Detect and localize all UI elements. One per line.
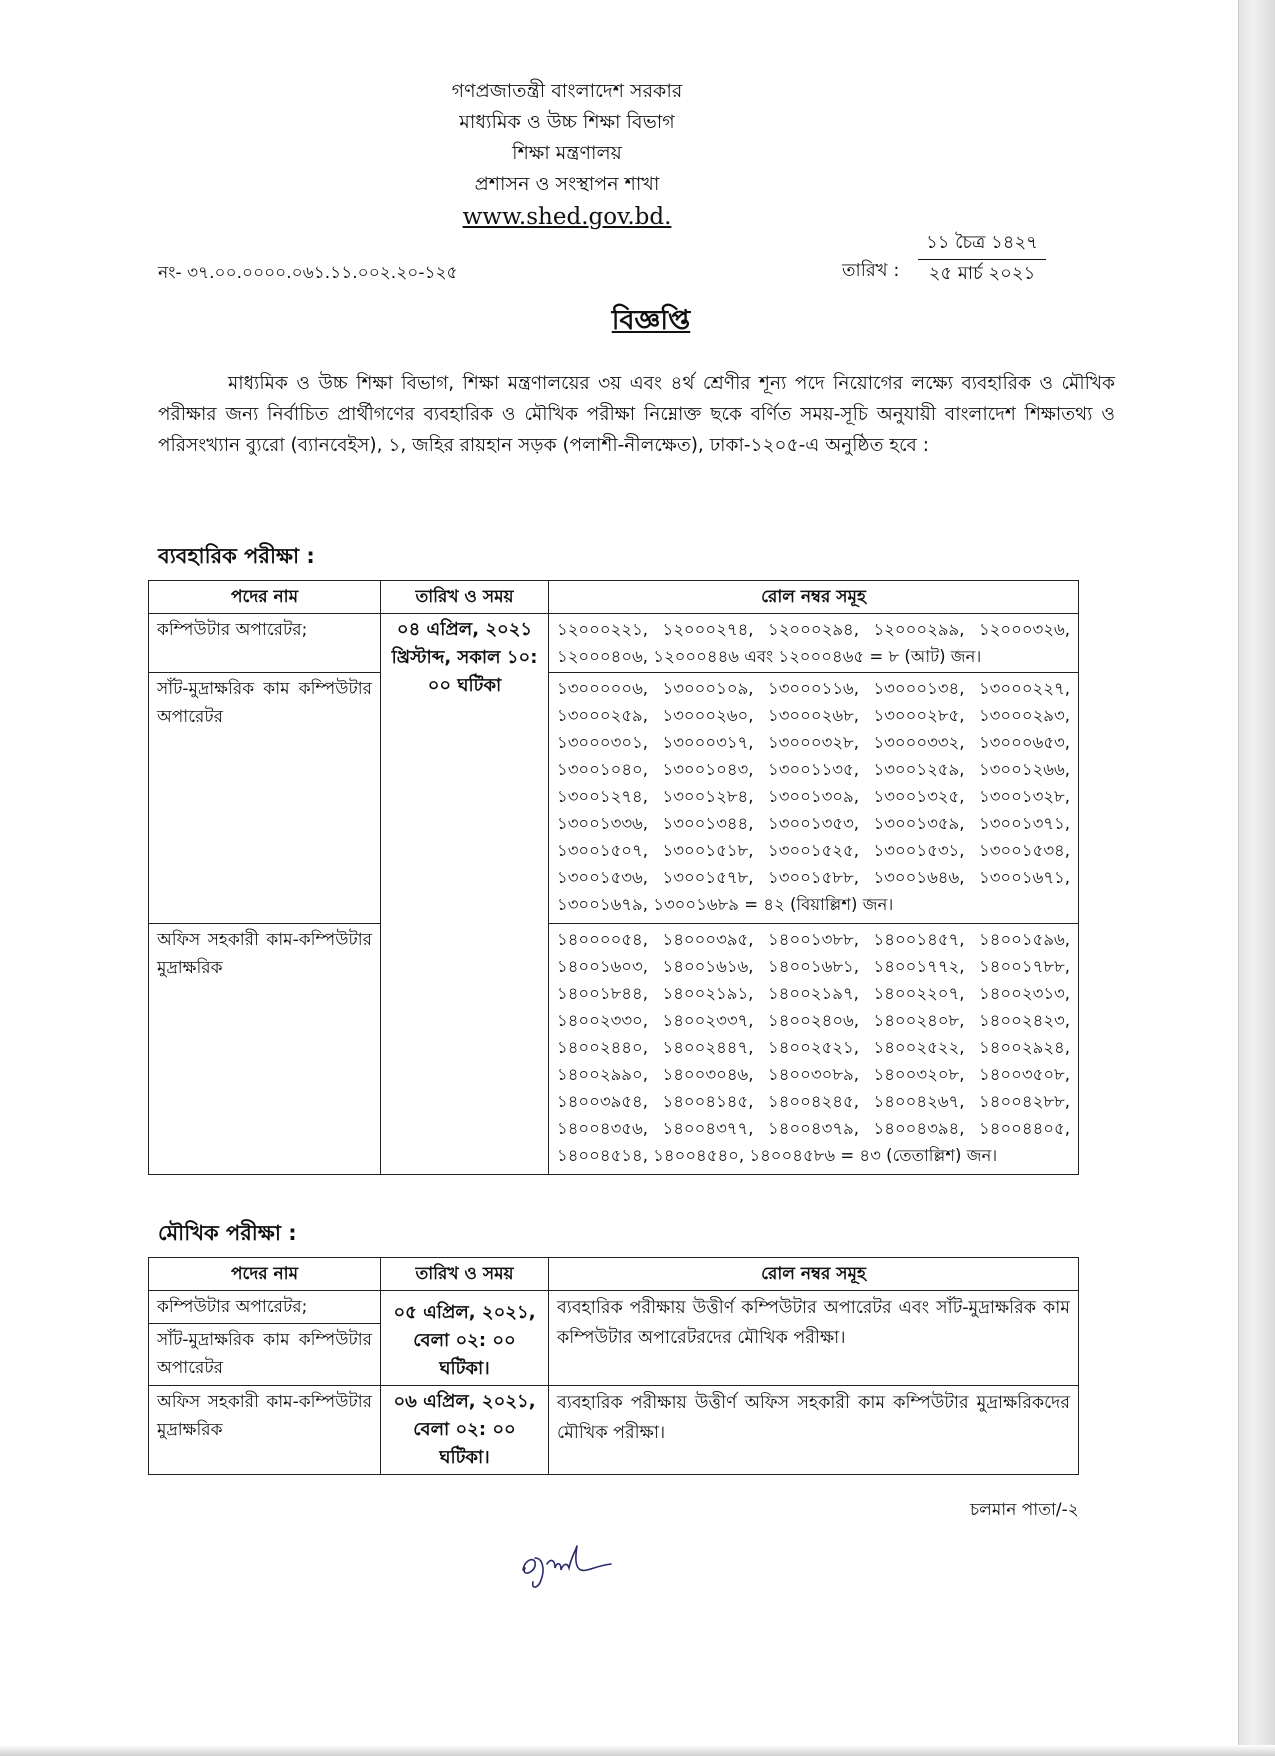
viva-datetime-1: ০৫ এপ্রিল, ২০২১, বেলা ০২: ০০ ঘটিকা।: [381, 1291, 549, 1386]
practical-exam-table: [148, 580, 1079, 1175]
practical-datetime: ০৪ এপ্রিল, ২০২১ খ্রিস্টাব্দ, সকাল ১০: ০০ ঘটিকা: [381, 614, 549, 1175]
viva-post-computer-operator: কম্পিউটার অপারেটর;: [149, 1291, 381, 1324]
post-office-assistant: অফিস সহকারী কাম-কম্পিউটার মুদ্রাক্ষরিক: [149, 924, 381, 1175]
scan-page-edge: [1238, 0, 1275, 1756]
table-row: [149, 1386, 1079, 1475]
viva-exam-title: মৌখিক পরীক্ষা :: [158, 1221, 297, 1245]
table-row: [149, 673, 1079, 924]
viva-exam-table: [148, 1257, 1079, 1475]
letterhead: [0, 76, 1134, 234]
continued-page-note: চলমান পাতা/-২: [970, 1500, 1079, 1520]
header-roll-numbers: রোল নম্বর সমূহ: [549, 1258, 1079, 1291]
header-date-time: তারিখ ও সময়: [381, 581, 549, 614]
viva-description-2: ব্যবহারিক পরীক্ষায় উত্তীর্ণ অফিস সহকারী কাম কম্পিউটার মুদ্রাক্ষরিকদের মৌখিক পরীক্ষা।: [549, 1386, 1079, 1475]
viva-post-office-assistant: অফিস সহকারী কাম-কম্পিউটার মুদ্রাক্ষরিক: [149, 1386, 381, 1475]
viva-post-steno-typist: সাঁট-মুদ্রাক্ষরিক কাম কম্পিউটার অপারেটর: [149, 1324, 381, 1386]
date-fraction: [918, 230, 1046, 288]
govt-name: গণপ্রজাতন্ত্রী বাংলাদেশ সরকার: [451, 80, 683, 102]
branch-name: প্রশাসন ও সংস্থাপন শাখা: [474, 173, 660, 195]
rolls-computer-operator: ১২০০০২২১, ১২০০০২৭৪, ১২০০০২৯৪, ১২০০০২৯৯, ১২০০০৩২৬, ১২০০০৪০৬, ১২০০০৪৪৬ এবং ১২০০০৪৬৫ = ৮ (আট) জন।: [549, 614, 1079, 673]
viva-datetime-2: ০৬ এপ্রিল, ২০২১, বেলা ০২: ০০ ঘটিকা।: [381, 1386, 549, 1475]
viva-description-1: ব্যবহারিক পরীক্ষায় উত্তীর্ণ কম্পিউটার অপারেটর এবং সাঁট-মুদ্রাক্ষরিক কাম কম্পিউটার অপারেটরদের মৌখিক পরীক্ষা।: [549, 1291, 1079, 1386]
practical-exam-title: ব্যবহারিক পরীক্ষা :: [158, 544, 315, 568]
signature-scribble: [515, 1528, 635, 1608]
post-steno-typist: সাঁট-মুদ্রাক্ষরিক কাম কম্পিউটার অপারেটর: [149, 673, 381, 924]
division-name: মাধ্যমিক ও উচ্চ শিক্ষা বিভাগ: [459, 111, 675, 133]
table-row: [149, 1291, 1079, 1324]
table-row: [149, 614, 1079, 673]
table-header-row: [149, 1258, 1079, 1291]
notice-title: বিজ্ঞপ্তি: [611, 305, 691, 336]
header-post-name: পদের নাম: [149, 1258, 381, 1291]
signature: [515, 1528, 635, 1612]
header-roll-numbers: রোল নম্বর সমূহ: [549, 581, 1079, 614]
date-english: ২৫ মার্চ ২০২১: [928, 263, 1036, 284]
date-label: তারিখ :: [842, 260, 900, 281]
date-bangla: ১১ চৈত্র ১৪২৭: [918, 230, 1046, 260]
rolls-office-assistant: ১৪০০০০৫৪, ১৪০০০৩৯৫, ১৪০০১৩৮৮, ১৪০০১৪৫৭, ১৪০০১৫৯৬, ১৪০০১৬০৩, ১৪০০১৬১৬, ১৪০০১৬৮১, ১৪০০১৭৭২, ১৪০০১৭৮৮, ১৪০০১৮৪৪, ১৪০০২১৯১, ১৪০০২১৯৭, ১৪০০২২০৭, ১৪০০২৩১৩, ১৪০০২৩৩০, ১৪০০২৩৩৭, ১৪০০২৪০৬, ১৪০০২৪০৮, ১৪০০২৪২৩, ১৪০০২৪৪০, ১৪০০২৪৪৭, ১৪০০২৫২১, ১৪০০২৫২২, ১৪০০২৯২৪, ১৪০০২৯৯০, ১৪০০৩০৪৬, ১৪০০৩০৮৯, ১৪০০৩২০৮, ১৪০০৩৫০৮, ১৪০০৩৯৫৪, ১৪০০৪১৪৫, ১৪০০৪২৪৫, ১৪০০৪২৬৭, ১৪০০৪২৮৮, ১৪০০৪৩৫৬, ১৪০০৪৩৭৭, ১৪০০৪৩৭৯, ১৪০০৪৩৯৪, ১৪০০৪৪০৫, ১৪০০৪৫১৪, ১৪০০৪৫৪০, ১৪০০৪৫৮৬ = ৪৩ (তেতাল্লিশ) জন।: [549, 924, 1079, 1175]
header-date-time: তারিখ ও সময়: [381, 1258, 549, 1291]
website-link[interactable]: www.shed.gov.bd.: [462, 204, 672, 230]
table-header-row: [149, 581, 1079, 614]
memo-number: নং- ৩৭.০০.০০০০.০৬১.১১.০০২.২০-১২৫: [158, 263, 458, 283]
rolls-steno-typist: ১৩০০০০০৬, ১৩০০০১০৯, ১৩০০০১১৬, ১৩০০০১৩৪, ১৩০০০২২৭, ১৩০০০২৫৯, ১৩০০০২৬০, ১৩০০০২৬৮, ১৩০০০২৮৫, ১৩০০০২৯৩, ১৩০০০৩০১, ১৩০০০৩১৭, ১৩০০০৩২৮, ১৩০০০৩৩২, ১৩০০০৬৫৩, ১৩০০১০৪০, ১৩০০১০৪৩, ১৩০০১১৩৫, ১৩০০১২৫৯, ১৩০০১২৬৬, ১৩০০১২৭৪, ১৩০০১২৮৪, ১৩০০১৩০৯, ১৩০০১৩২৫, ১৩০০১৩২৮, ১৩০০১৩৩৬, ১৩০০১৩৪৪, ১৩০০১৩৫৩, ১৩০০১৩৫৯, ১৩০০১৩৭১, ১৩০০১৫০৭, ১৩০০১৫১৮, ১৩০০১৫২৫, ১৩০০১৫৩১, ১৩০০১৫৩৪, ১৩০০১৫৩৬, ১৩০০১৫৭৮, ১৩০০১৫৮৮, ১৩০০১৬৪৬, ১৩০০১৬৭১, ১৩০০১৬৭৯, ১৩০০১৬৮৯ = ৪২ (বিয়াল্লিশ) জন।: [549, 673, 1079, 924]
scan-bottom-shadow: [0, 1745, 1275, 1756]
table-row: [149, 924, 1079, 1175]
header-post-name: পদের নাম: [149, 581, 381, 614]
ministry-name: শিক্ষা মন্ত্রণালয়: [512, 142, 622, 164]
post-computer-operator: কম্পিউটার অপারেটর;: [149, 614, 381, 673]
intro-paragraph: মাধ্যমিক ও উচ্চ শিক্ষা বিভাগ, শিক্ষা মন্ত্রণালয়ের ৩য় এবং ৪র্থ শ্রেণীর শূন্য পদে নিয়োগের লক্ষ্যে ব্যবহারিক ও মৌখিক পরীক্ষার জন্য নির্বাচিত প্রার্থীগণের ব্যবহারিক ও মৌখিক পরীক্ষা নিম্নোক্ত ছকে বর্ণিত সময়-সূচি অনুযায়ী বাংলাদেশ শিক্ষাতথ্য ও পরিসংখ্যান ব্যুরো (ব্যানবেইস), ১, জহির রায়হান সড়ক (পলাশী-নীলক্ষেত), ঢাকা-১২০৫-এ অনুষ্ঠিত হবে :: [158, 373, 1115, 456]
